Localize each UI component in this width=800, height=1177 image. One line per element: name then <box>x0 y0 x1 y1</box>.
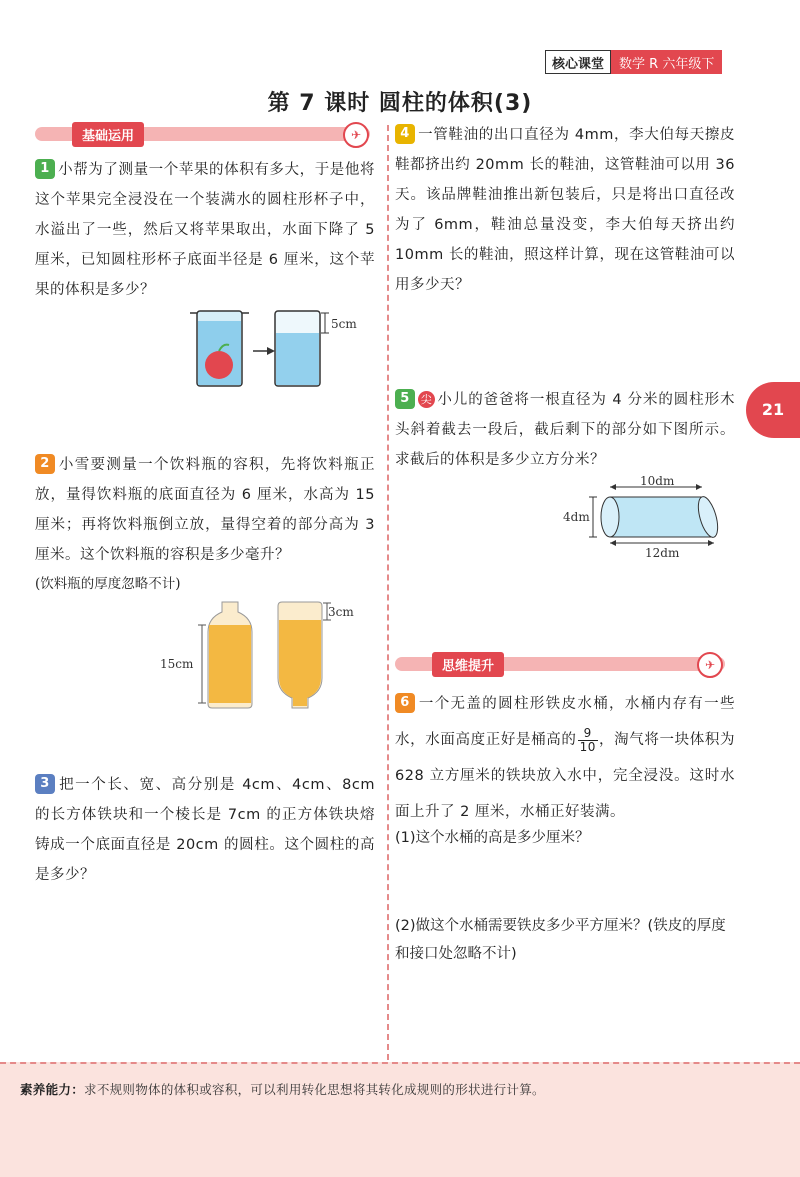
cup-apple-figure <box>185 303 375 393</box>
question-1-text: 小帮为了测量一个苹果的体积有多大，于是他将这个苹果完全浸没在一个装满水的圆柱形杯子中，水溢出了一些，然后又将苹果取出，水面下降了 5 厘米，已知圆柱形杯子底面半径是 6 厘米，这个苹果的体积是多少？ <box>35 162 375 298</box>
question-5 <box>395 385 735 475</box>
cylinder-top-length-label: 10dm <box>640 475 675 488</box>
question-5-text: 小儿的爸爸将一根直径为 4 分米的圆柱形木头斜着截去一段后，截后剩下的部分如下图所示。求截后的体积是多少立方分米？ <box>395 392 735 468</box>
question-6 <box>395 686 735 830</box>
column-divider <box>387 125 389 1060</box>
cut-cylinder-figure <box>555 475 725 560</box>
question-number-3: 3 <box>35 774 55 794</box>
footer-band <box>0 1062 800 1177</box>
question-number-6: 6 <box>395 693 415 713</box>
subject-grade-label: 数学 R 六年级下 <box>611 50 722 74</box>
question-2-note: (饮料瓶的厚度忽略不计) <box>35 576 181 592</box>
bottle-figure <box>160 600 370 710</box>
cylinder-diameter-label: 4dm <box>563 510 590 524</box>
page-number-tab: 21 <box>746 382 800 438</box>
fraction-nine-tenths <box>578 727 598 754</box>
bottle-water-height-label: 15cm <box>160 657 194 671</box>
question-6-text-a: 一个无盖的圆柱形铁皮水桶，水桶内存有一些水，水面高度正好是桶高的 <box>395 696 735 748</box>
paper-plane-icon: ✈ <box>343 122 369 148</box>
page-title: 第 7 课时 圆柱的体积(3) <box>267 91 533 116</box>
question-3 <box>35 770 375 890</box>
footer-label: 素养能力： <box>20 1082 85 1097</box>
question-6-sub-1: (1)这个水桶的高是多少厘米？ <box>395 830 590 846</box>
fraction-denominator: 10 <box>579 739 596 754</box>
question-4 <box>395 120 735 300</box>
footer-text <box>20 1080 545 1098</box>
question-4-text: 一管鞋油的出口直径为 4mm，李大伯每天擦皮鞋都挤出约 20mm 长的鞋油，这管鞋油可以用 36 天。该品牌鞋油推出新包装后，只是将出口直径改为了 6mm，鞋油总量没变，李大伯每天挤出约 10mm 长的鞋油，照这样计算，现在这管鞋油可以用多少天？ <box>395 127 735 293</box>
footer-content: 求不规则物体的体积或容积，可以利用转化思想将其转化成规则的形状进行计算。 <box>84 1082 545 1097</box>
question-1 <box>35 155 375 305</box>
bottle-empty-height-label: 3cm <box>328 605 354 619</box>
question-6-sub-2: (2)做这个水桶需要铁皮多少平方厘米？(铁皮的厚度和接口处忽略不计) <box>395 918 726 962</box>
fraction-numerator: 9 <box>578 727 598 741</box>
section-label-basic: 基础运用 <box>72 122 144 147</box>
difficulty-tag: 尖 <box>418 391 435 408</box>
question-number-2: 2 <box>35 454 55 474</box>
cylinder-bottom-length-label: 12dm <box>645 546 680 560</box>
question-2-text: 小雪要测量一个饮料瓶的容积，先将饮料瓶正放，量得饮料瓶的底面直径为 6 厘米，水高为 15 厘米；再将饮料瓶倒立放，量得空着的部分高为 3 厘米。这个饮料瓶的容积是多少毫升？ <box>35 457 375 563</box>
question-number-4: 4 <box>395 124 415 144</box>
question-number-5: 5 <box>395 389 415 409</box>
header-badge <box>545 50 722 74</box>
book-series-label: 核心课堂 <box>545 50 611 74</box>
cup-drop-label: 5cm <box>331 317 357 331</box>
question-6-text-b: ，淘气将一块体积为 628 立方厘米的铁块放入水中，完全浸没。这时水面上升了 2 厘米，水桶正好装满。 <box>395 732 736 820</box>
paper-plane-icon: ✈ <box>697 652 723 678</box>
question-3-text: 把一个长、宽、高分别是 4cm、4cm、8cm 的长方体铁块和一个棱长是 7cm 的正方体铁块熔铸成一个底面直径是 20cm 的圆柱。这个圆柱的高是多少？ <box>35 777 375 883</box>
question-2 <box>35 450 375 570</box>
question-number-1: 1 <box>35 159 55 179</box>
section-label-thinking: 思维提升 <box>432 652 504 677</box>
